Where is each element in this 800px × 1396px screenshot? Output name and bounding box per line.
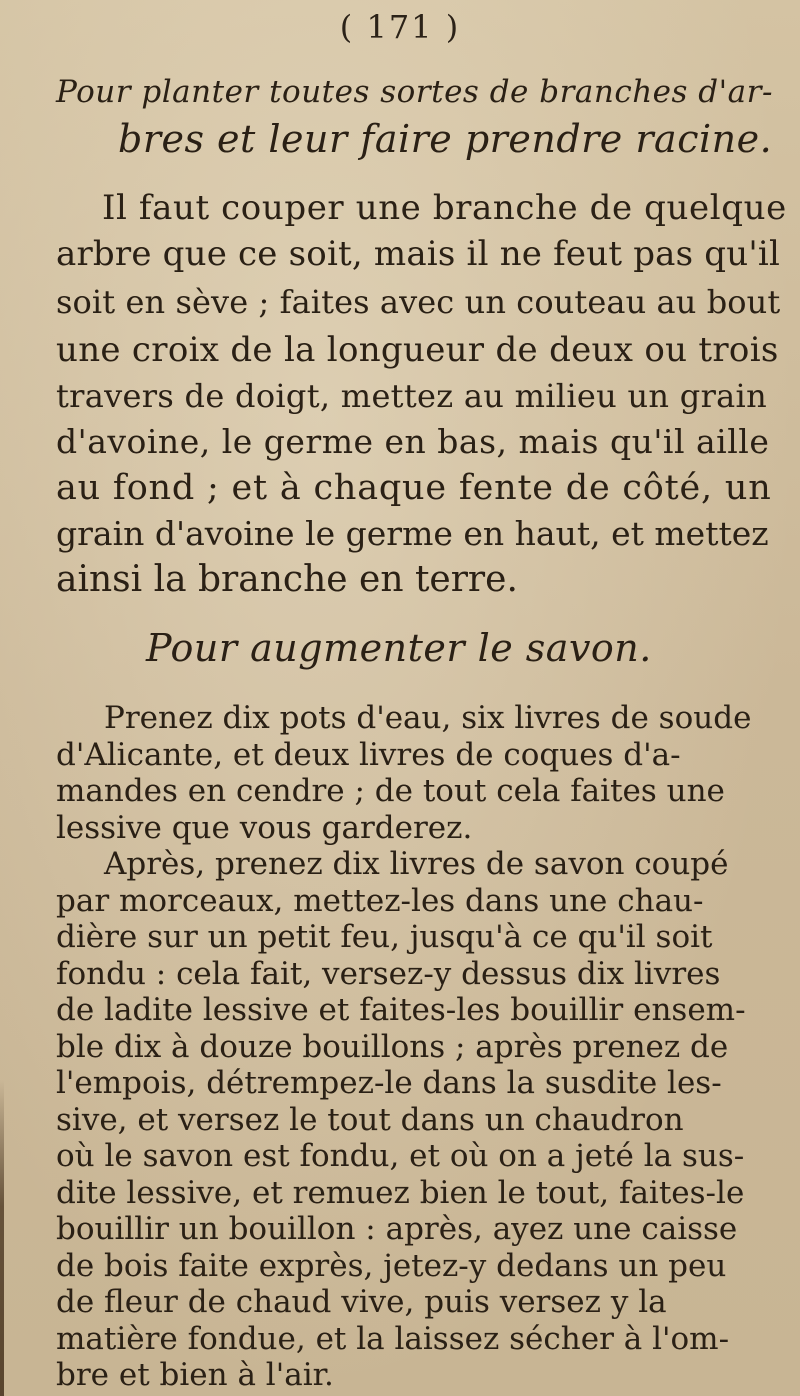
text-line: d'Alicante, et deux livres de coques d'a-	[56, 736, 681, 773]
text-line: fondu : cela fait, versez-y dessus dix livres	[56, 955, 721, 992]
text-line: par morceaux, mettez-les dans une chau-	[56, 882, 704, 919]
section-title-line: bres et leur faire prendre racine.	[118, 117, 773, 161]
text-line: Il faut couper une branche de quelque	[102, 188, 787, 228]
text-line: où le savon est fondu, et où on a jeté la sus-	[56, 1138, 745, 1174]
text-line: mandes en cendre ; de tout cela faites une	[56, 773, 725, 809]
text-line: Prenez dix pots d'eau, six livres de soude	[104, 700, 752, 736]
text-line: grain d'avoine le germe en haut, et mettez	[56, 514, 769, 553]
text-line: lessive que vous garderez.	[56, 809, 473, 846]
text-line: arbre que ce soit, mais il ne feut pas qu'il	[56, 234, 781, 274]
text-line: bre et bien à l'air.	[56, 1357, 334, 1393]
section-title: Pour augmenter le savon.	[146, 626, 652, 670]
text-line: ainsi la branche en terre.	[56, 559, 518, 600]
text-line: Après, prenez dix livres de savon coupé	[104, 846, 729, 882]
text-line: l'empois, détrempez-le dans la susdite les-	[56, 1065, 722, 1101]
text-line: bouillir un bouillon : après, ayez une caisse	[56, 1211, 738, 1247]
text-line: travers de doigt, mettez au milieu un grain	[56, 377, 767, 415]
text-line: de ladite lessive et faites-les bouillir ensem-	[56, 992, 746, 1028]
text-line: de bois faite exprès, jetez-y dedans un peu	[56, 1247, 727, 1284]
text-line: matière fondue, et la laissez sécher à l'om-	[56, 1320, 730, 1357]
text-line: ble dix à douze bouillons ; après prenez de	[56, 1028, 729, 1065]
text-line: dière sur un petit feu, jusqu'à ce qu'il soit	[56, 919, 713, 955]
text-line: une croix de la longueur de deux ou trois	[56, 330, 779, 370]
text-line: sive, et versez le tout dans un chaudron	[56, 1101, 684, 1138]
text-line: soit en sève ; faites avec un couteau au bout	[56, 283, 781, 321]
section-title-line: Pour planter toutes sortes de branches d'ar-	[56, 74, 773, 110]
text-line: d'avoine, le germe en bas, mais qu'il aille	[56, 422, 770, 461]
text-line: au fond ; et à chaque fente de côté, un	[56, 468, 772, 508]
page-number: ( 171 )	[339, 8, 461, 46]
text-line: de fleur de chaud vive, puis versez y la	[56, 1284, 667, 1320]
text-line: dite lessive, et remuez bien le tout, faites-le	[56, 1174, 745, 1211]
